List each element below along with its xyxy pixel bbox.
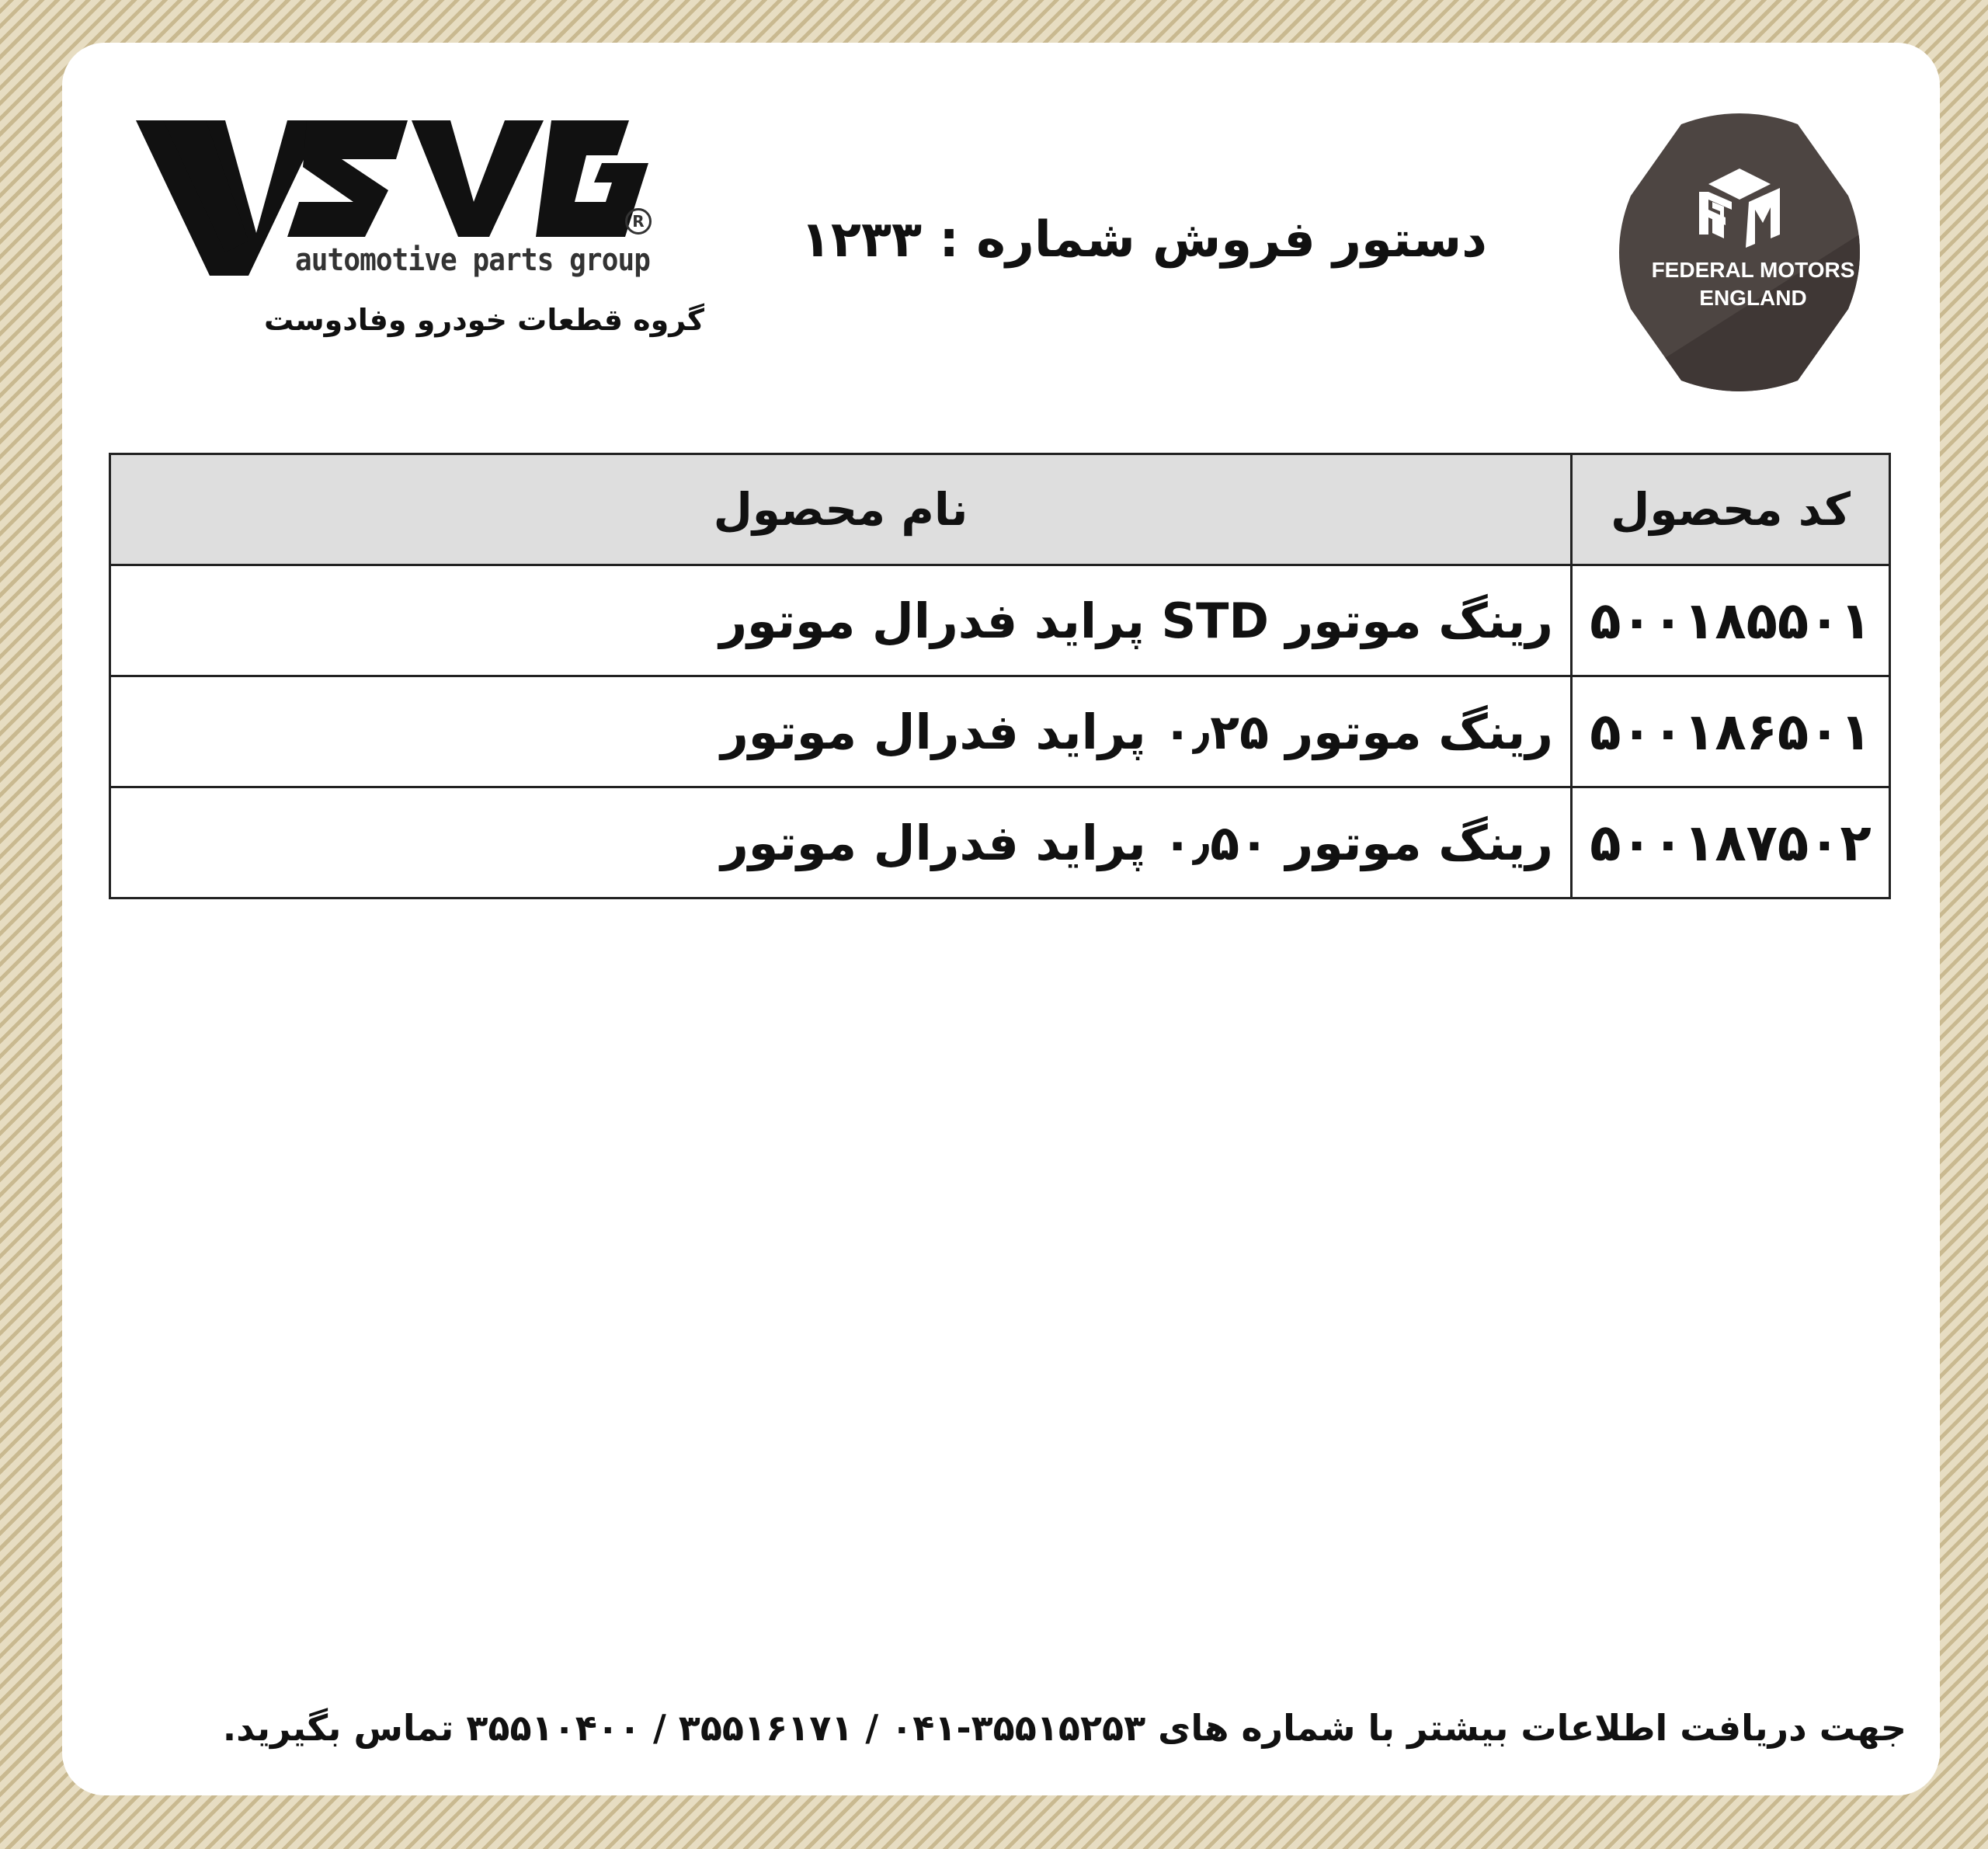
federal-motors-badge	[1607, 110, 1872, 394]
product-code-cell: ۵۰۰۱۸۵۵۰۱	[1572, 565, 1890, 676]
table-row	[110, 676, 1890, 787]
page-title: دستور فروش شماره : ۱۲۳۳	[800, 211, 1487, 269]
contact-footer: جهت دریافت اطلاعات بیشتر با شماره های ۳۵۵۱۵۲۵۳-۰۴۱ / ۳۵۵۱۶۱۷۱ / ۳۵۵۱۰۴۰۰ تماس بگیرید.	[222, 1707, 1906, 1749]
table-row	[110, 565, 1890, 676]
product-name-cell: رینگ موتور STD پراید فدرال موتور	[110, 565, 1572, 676]
table-row	[110, 787, 1890, 898]
brand-tagline-fa: گروه قطعات خودرو وفادوست	[264, 303, 704, 337]
product-code-cell: ۵۰۰۱۸۷۵۰۲	[1572, 787, 1890, 898]
federal-motors-line2: ENGLAND	[1699, 286, 1807, 310]
federal-motors-label	[1607, 256, 1899, 312]
product-code-cell: ۵۰۰۱۸۶۵۰۱	[1572, 676, 1890, 787]
table-header-row	[110, 454, 1890, 565]
federal-motors-line1: FEDERAL MOTORS	[1651, 258, 1855, 282]
registered-mark: R	[625, 208, 652, 235]
brand-tagline-en: automotive parts group	[295, 242, 651, 278]
product-name-cell: رینگ موتور ۰٫۲۵ پراید فدرال موتور	[110, 676, 1572, 787]
product-name-cell: رینگ موتور ۰٫۵۰ پراید فدرال موتور	[110, 787, 1572, 898]
header-product-name: نام محصول	[110, 454, 1572, 565]
product-table	[109, 453, 1891, 899]
header-product-code: کد محصول	[1572, 454, 1890, 565]
